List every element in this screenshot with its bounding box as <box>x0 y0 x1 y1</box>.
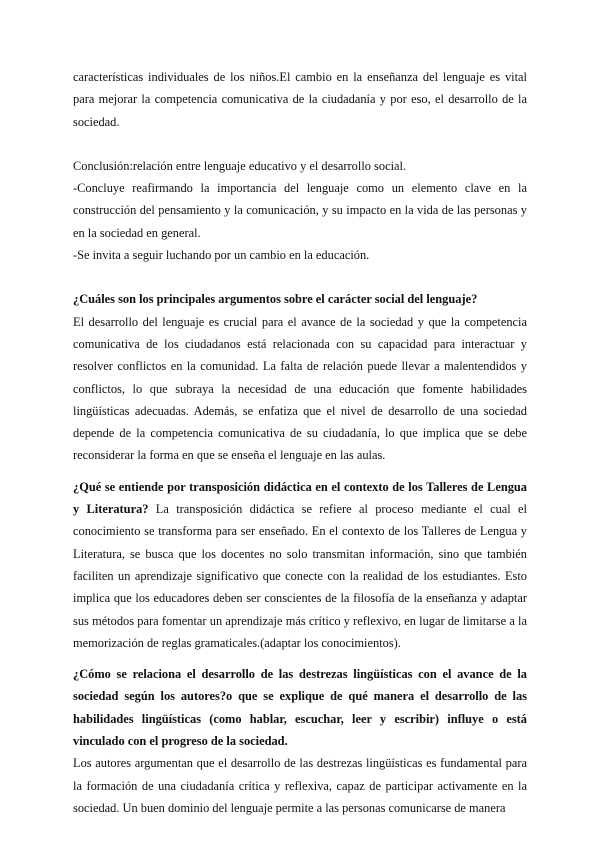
question-3-heading <box>73 663 527 752</box>
question-3-text: ¿Cómo se relaciona el desarrollo de las destrezas lingüísticas con el avance de la sociedad según los autores?o que se explique de qué manera el desarrollo de las habilidades lingüísticas (como hablar, escuchar, leer y escribir) influye o está vinculado con el progreso de la sociedad. <box>73 667 527 749</box>
question-2-paragraph <box>73 476 527 654</box>
answer-3-paragraph: Los autores argumentan que el desarrollo de las destrezas lingüísticas es fundamental para la formación de una ciudadanía crítica y reflexiva, capaz de participar activamente en la sociedad. Un buen dominio del lenguaje permite a las personas comunicarse de manera <box>73 756 527 815</box>
answer-1-paragraph: El desarrollo del lenguaje es crucial para el avance de la sociedad y que la competencia comunicativa de los ciudadanos está relacionada con su capacidad para interactuar y resolver conflictos en la comunidad. La falta de relación puede llevar a malentendidos y conflictos, lo que subraya la necesidad de una educación que fomente habilidades lingüísticas adecuadas. Además, se enfatiza que el nivel de desarrollo de una sociedad depende de la competencia comunicativa de su ciudadanía, lo que implica que se debe reconsiderar la forma en que se enseña el lenguaje en las aulas. <box>73 314 527 463</box>
answer-2-text: La transposición didáctica se refiere al proceso mediante el cual el conocimiento se transforma para ser enseñado. En el contexto de los Talleres de Lengua y Literatura, se busca que los docentes no solo transmitan información, sino que también faciliten un aprendizaje significativo que conecte con la realidad de los estudiantes. Esto implica que los educadores deben ser conscientes de la filosofía de la enseñanza y adaptar sus métodos para fomentar un aprendizaje más crítico y reflexivo, en lugar de limitarse a la memorización de reglas gramaticales.(adaptar los conocimientos). <box>73 502 528 650</box>
intro-paragraph: características individuales de los niños.El cambio en la enseñanza del lenguaje es vital para mejorar la competencia comunicativa de la ciudadanía y por eso, el desarrollo de la sociedad. <box>73 70 527 129</box>
conclusion-heading: Conclusión:relación entre lenguaje educativo y el desarrollo social. <box>73 158 407 173</box>
question-1-heading <box>73 288 527 310</box>
question-2-text: ¿Qué se entiende por transposición didáctica en el contexto de los Talleres de Lengua y Literatura? <box>73 479 527 517</box>
document-body <box>73 66 527 819</box>
question-1-text: ¿Cuáles son los principales argumentos sobre el carácter social del lenguaje? <box>73 292 478 307</box>
conclusion-point-2: -Se invita a seguir luchando por un cambio en la educación. <box>73 248 370 263</box>
conclusion-point-1: -Concluye reafirmando la importancia del lenguaje como un elemento clave en la construcción del pensamiento y la comunicación, y su impacto en la vida de las personas y en la sociedad en general. <box>73 181 527 240</box>
